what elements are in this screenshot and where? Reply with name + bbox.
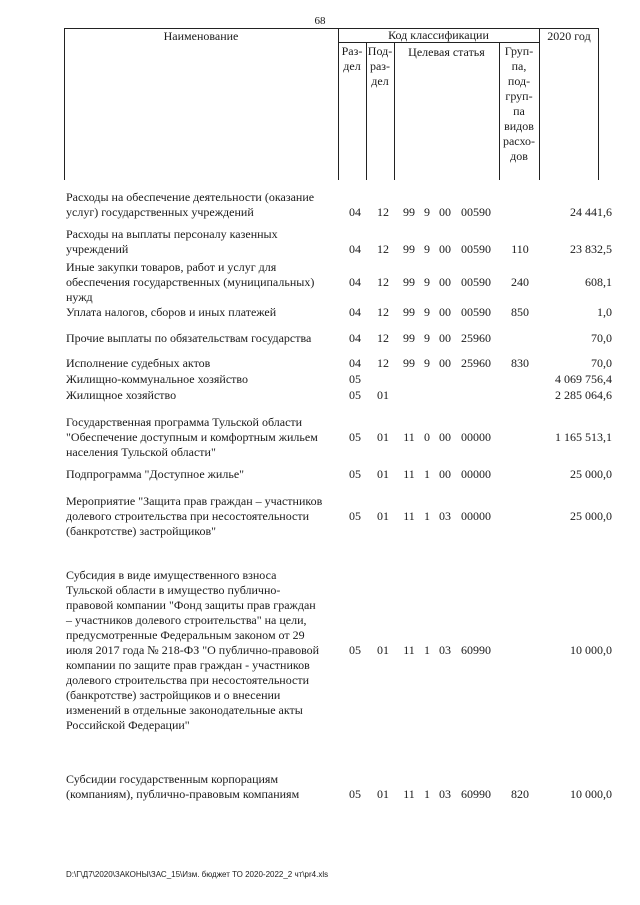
row-name [66, 415, 336, 460]
row-code-rz: 05 [349, 388, 361, 402]
row-amount: 1 165 513,1 [555, 430, 612, 444]
row-code-pr: 12 [377, 275, 389, 289]
row-code-cs3: 00 [439, 275, 451, 289]
row-amount: 24 441,6 [570, 205, 612, 219]
row-code-rz: 04 [349, 205, 361, 219]
row-code-cs1: 99 [403, 305, 415, 319]
row-code-rz: 05 [349, 643, 361, 657]
row-code-cs4: 00590 [461, 275, 491, 289]
row-code-rz: 04 [349, 242, 361, 256]
row-name-line: правовой компании "Фонд защиты прав граждан [66, 598, 316, 612]
row-name [66, 260, 336, 305]
row-code-rz: 04 [349, 356, 361, 370]
row-code-cs1: 11 [403, 430, 415, 444]
row-name-line: Российской Федерации" [66, 718, 190, 732]
header-group-line3: под- [507, 74, 531, 88]
row-code-cs2: 0 [424, 430, 430, 444]
row-code-pr: 01 [377, 430, 389, 444]
row-code-cs3: 00 [439, 467, 451, 481]
row-code-cs1: 11 [403, 509, 415, 523]
header-group-line7: расхо- [502, 134, 536, 148]
row-code-rz: 05 [349, 509, 361, 523]
row-code-cs4: 00590 [461, 205, 491, 219]
row-code-cs1: 99 [403, 205, 415, 219]
row-name-line: (компаниям), публично-правовым компаниям [66, 787, 300, 801]
row-code-pr: 01 [377, 787, 389, 801]
row-name-line: населения Тульской области" [66, 445, 216, 459]
header-group-line6: видов [504, 119, 534, 133]
row-name-line: Иные закупки товаров, работ и услуг для [66, 260, 277, 274]
row-code-cs4: 00000 [461, 467, 491, 481]
row-code-cs2: 9 [424, 242, 430, 256]
header-subsection-line1: Под- [367, 44, 393, 58]
row-amount: 70,0 [591, 356, 612, 370]
row-name [66, 372, 336, 387]
row-code-vr: 850 [511, 305, 529, 319]
row-name-line: (банкротстве) застройщиков" [66, 524, 217, 538]
row-name-line: Жилищное хозяйство [66, 388, 177, 402]
row-code-cs2: 9 [424, 356, 430, 370]
row-code-pr: 01 [377, 509, 389, 523]
row-amount: 23 832,5 [570, 242, 612, 256]
row-name-line: Уплата налогов, сборов и иных платежей [66, 305, 277, 319]
row-name [66, 568, 336, 733]
row-code-cs3: 00 [439, 305, 451, 319]
row-name-line: Субсидии государственным корпорациям [66, 772, 279, 786]
row-code-cs3: 00 [439, 331, 451, 345]
header-classification: Код классификации [388, 28, 489, 42]
row-code-cs4: 60990 [461, 643, 491, 657]
row-name [66, 772, 336, 802]
row-code-cs4: 00000 [461, 430, 491, 444]
header-group-label [499, 44, 539, 164]
row-code-cs3: 00 [439, 430, 451, 444]
row-code-cs1: 11 [403, 643, 415, 657]
row-name-line: Расходы на выплаты персоналу казенных [66, 227, 278, 241]
row-name [66, 305, 336, 320]
row-code-cs3: 03 [439, 643, 451, 657]
row-code-cs3: 00 [439, 242, 451, 256]
row-code-cs1: 99 [403, 242, 415, 256]
row-code-rz: 05 [349, 787, 361, 801]
row-name [66, 388, 336, 403]
row-name [66, 190, 336, 220]
row-name-line: нужд [66, 290, 93, 304]
row-name-line: учреждений [66, 242, 129, 256]
row-code-cs1: 99 [403, 356, 415, 370]
header-section-line2: дел [343, 59, 361, 73]
header-sep-year [539, 28, 540, 180]
row-code-cs4: 00000 [461, 509, 491, 523]
row-code-pr: 01 [377, 388, 389, 402]
row-amount: 1,0 [597, 305, 612, 319]
row-name-line: услуг) государственных учреждений [66, 205, 254, 219]
header-sep-pr [394, 42, 395, 180]
row-code-pr: 01 [377, 467, 389, 481]
row-code-pr: 12 [377, 331, 389, 345]
row-name-line: Государственная программа Тульской области [66, 415, 303, 429]
row-code-cs3: 03 [439, 787, 451, 801]
row-code-cs3: 03 [439, 509, 451, 523]
row-code-pr: 12 [377, 356, 389, 370]
row-code-cs2: 9 [424, 305, 430, 319]
row-code-vr: 110 [511, 242, 529, 256]
row-code-rz: 05 [349, 467, 361, 481]
row-code-cs1: 99 [403, 331, 415, 345]
header-target: Целевая статья [408, 45, 485, 59]
row-name-line: Прочие выплаты по обязательствам государства [66, 331, 312, 345]
row-amount: 25 000,0 [570, 467, 612, 481]
row-amount: 608,1 [585, 275, 612, 289]
row-name-line: долевого строительства при несостоятельности [66, 509, 310, 523]
row-code-pr: 12 [377, 242, 389, 256]
row-code-vr: 240 [511, 275, 529, 289]
row-code-cs2: 1 [424, 509, 430, 523]
row-name [66, 227, 336, 257]
row-code-cs3: 00 [439, 205, 451, 219]
row-name [66, 356, 336, 371]
row-code-pr: 01 [377, 643, 389, 657]
row-code-rz: 05 [349, 372, 361, 386]
row-name-line: июля 2017 года № 218-ФЗ "О публично-правовой [66, 643, 320, 657]
header-name: Наименование [163, 29, 239, 43]
row-code-cs2: 9 [424, 331, 430, 345]
row-amount: 70,0 [591, 331, 612, 345]
header-group-line1: Груп- [504, 44, 534, 58]
page-number: 68 [314, 15, 326, 27]
row-code-cs1: 99 [403, 275, 415, 289]
row-name-line: долевого строительства при несостоятельности [66, 673, 310, 687]
header-year: 2020 год [547, 29, 591, 43]
row-amount: 10 000,0 [570, 643, 612, 657]
row-name-line: Тульской области в имущество публично- [66, 583, 281, 597]
row-code-cs2: 9 [424, 205, 430, 219]
row-name-line: – участников долевого строительства" на цели, [66, 613, 307, 627]
row-code-cs2: 1 [424, 643, 430, 657]
header-section-label [338, 44, 366, 74]
row-name-line: предусмотренные Федеральным законом от 29 [66, 628, 305, 642]
row-name [66, 331, 336, 346]
row-code-rz: 04 [349, 275, 361, 289]
row-code-cs4: 00590 [461, 242, 491, 256]
row-code-cs3: 00 [439, 356, 451, 370]
row-name [66, 494, 336, 539]
row-code-rz: 04 [349, 305, 361, 319]
row-code-cs2: 1 [424, 787, 430, 801]
row-amount: 2 285 064,6 [555, 388, 612, 402]
row-name-line: "Обеспечение доступным и комфортным жильем [66, 430, 318, 444]
row-name-line: обеспечения государственных (муниципальных) [66, 275, 315, 289]
row-code-cs4: 00590 [461, 305, 491, 319]
row-code-cs4: 60990 [461, 787, 491, 801]
row-code-pr: 12 [377, 205, 389, 219]
header-subsection-label [366, 44, 394, 89]
row-name-line: Расходы на обеспечение деятельности (оказание [66, 190, 315, 204]
row-name-line: Мероприятие "Защита прав граждан – участников [66, 494, 323, 508]
row-code-rz: 04 [349, 331, 361, 345]
row-amount: 25 000,0 [570, 509, 612, 523]
row-code-vr: 820 [511, 787, 529, 801]
row-name-line: Жилищно-коммунальное хозяйство [66, 372, 249, 386]
row-name [66, 467, 336, 482]
row-code-cs4: 25960 [461, 331, 491, 345]
file-path-footer: D:\Г\Д7\2020\ЗАКОНЫ\ЗАС_15\Изм. бюджет ТО 2020-2022_2 чт\pr4.xls [66, 870, 329, 879]
row-name-line: компании по защите прав граждан - участников [66, 658, 310, 672]
row-name-line: Подпрограмма "Доступное жилье" [66, 467, 245, 481]
table-header [64, 28, 599, 180]
row-code-cs1: 11 [403, 787, 415, 801]
row-code-cs2: 1 [424, 467, 430, 481]
row-amount: 10 000,0 [570, 787, 612, 801]
row-code-rz: 05 [349, 430, 361, 444]
row-code-vr: 830 [511, 356, 529, 370]
header-border-left [64, 28, 65, 180]
header-border-right [598, 28, 599, 180]
header-group-line4: груп- [505, 89, 533, 103]
header-group-line8: дов [510, 149, 528, 163]
row-code-cs2: 9 [424, 275, 430, 289]
header-group-line5: па [513, 104, 525, 118]
header-subsection-line2: раз- [369, 59, 391, 73]
row-amount: 4 069 756,4 [555, 372, 612, 386]
header-subsection-line3: дел [371, 74, 389, 88]
row-name-line: Субсидия в виде имущественного взноса [66, 568, 277, 582]
row-name-line: (банкротстве) застройщиков и о внесении [66, 688, 281, 702]
row-code-cs4: 25960 [461, 356, 491, 370]
row-code-pr: 12 [377, 305, 389, 319]
row-name-line: изменений в отдельные законодательные акты [66, 703, 303, 717]
header-section-line1: Раз- [341, 44, 363, 58]
row-code-cs1: 11 [403, 467, 415, 481]
header-group-line2: па, [511, 59, 527, 73]
row-name-line: Исполнение судебных актов [66, 356, 211, 370]
